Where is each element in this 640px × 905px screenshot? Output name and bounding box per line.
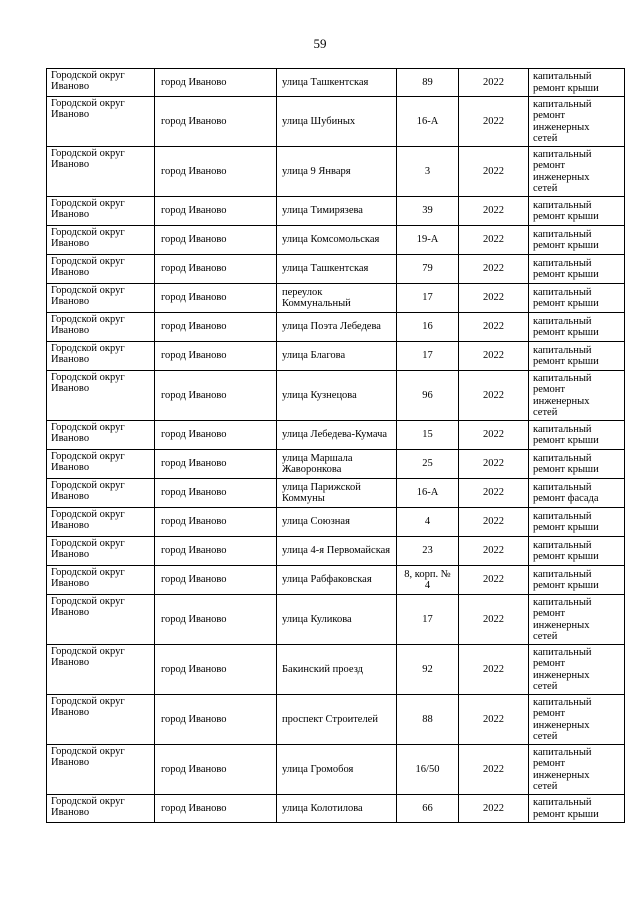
table-row — [47, 450, 625, 479]
street-cell: улица 4-я Первомайская — [277, 537, 397, 566]
work-type-line: ремонт крыши — [533, 211, 599, 222]
district-cell: Городской округ Иваново — [47, 508, 155, 537]
street-cell: переулок Коммунальный — [277, 284, 397, 313]
city-cell: город Иваново — [155, 255, 277, 284]
table-row — [47, 226, 625, 255]
work-type-line: ремонт — [533, 160, 566, 172]
district-cell: Городской округ Иваново — [47, 595, 155, 645]
street-cell: Бакинский проезд — [277, 645, 397, 695]
work-type-line: капитальный — [533, 539, 592, 551]
work-type-line: капитальный — [533, 452, 592, 464]
district-cell: Городской округ Иваново — [47, 147, 155, 197]
work-type-line: капитальный — [533, 423, 592, 435]
work-type-line: капитальный — [533, 315, 592, 327]
work-type-cell — [529, 421, 625, 450]
work-type-line: капитальный — [533, 481, 592, 493]
work-type-cell — [529, 479, 625, 508]
work-type-line: капитальный — [533, 797, 592, 809]
year-cell: 2022 — [459, 537, 529, 566]
work-type-cell — [529, 508, 625, 537]
district-cell: Городской округ Иваново — [47, 226, 155, 255]
table-row — [47, 313, 625, 342]
house-number-cell: 17 — [397, 595, 459, 645]
street-cell: улица Поэта Лебедева — [277, 313, 397, 342]
work-type-line: ремонт крыши — [533, 464, 599, 475]
work-type-line: инженерных — [533, 121, 590, 133]
work-type-cell — [529, 795, 625, 823]
table-row — [47, 197, 625, 226]
year-cell: 2022 — [459, 284, 529, 313]
city-cell: город Иваново — [155, 313, 277, 342]
work-type-cell — [529, 69, 625, 97]
work-type-line: ремонт крыши — [533, 522, 599, 533]
street-cell: улица Шубиных — [277, 97, 397, 147]
work-type-line: сетей — [533, 406, 558, 418]
year-cell: 2022 — [459, 566, 529, 595]
work-type-line: капитальный — [533, 372, 592, 384]
work-type-line: сетей — [533, 182, 558, 194]
street-cell: улица Благова — [277, 342, 397, 371]
house-number-cell: 96 — [397, 371, 459, 421]
work-type-line: капитальный — [533, 696, 592, 708]
district-cell: Городской округ Иваново — [47, 313, 155, 342]
work-type-line: ремонт — [533, 384, 566, 396]
street-cell: улица Колотилова — [277, 795, 397, 823]
street-cell: улица Парижской Коммуны — [277, 479, 397, 508]
district-cell: Городской округ Иваново — [47, 537, 155, 566]
street-cell: улица 9 Января — [277, 147, 397, 197]
city-cell: город Иваново — [155, 508, 277, 537]
year-cell: 2022 — [459, 342, 529, 371]
district-cell: Городской округ Иваново — [47, 479, 155, 508]
district-cell: Городской округ Иваново — [47, 795, 155, 823]
house-number-cell: 92 — [397, 645, 459, 695]
table-row — [47, 147, 625, 197]
year-cell: 2022 — [459, 313, 529, 342]
table-row — [47, 479, 625, 508]
city-cell: город Иваново — [155, 450, 277, 479]
work-type-line: инженерных — [533, 719, 590, 731]
work-type-line: капитальный — [533, 510, 592, 522]
city-cell: город Иваново — [155, 421, 277, 450]
house-number-cell: 15 — [397, 421, 459, 450]
district-cell: Городской округ Иваново — [47, 69, 155, 97]
work-type-line: ремонт крыши — [533, 580, 599, 591]
work-type-cell — [529, 226, 625, 255]
work-type-cell — [529, 97, 625, 147]
district-cell: Городской округ Иваново — [47, 450, 155, 479]
table-row — [47, 537, 625, 566]
work-type-line: капитальный — [533, 746, 592, 758]
work-type-line: ремонт крыши — [533, 82, 599, 94]
house-number-cell: 8, корп. № 4 — [397, 566, 459, 595]
work-type-line: ремонт — [533, 608, 566, 620]
district-cell: Городской округ Иваново — [47, 255, 155, 284]
table-row — [47, 695, 625, 745]
work-type-line: капитальный — [533, 257, 592, 269]
district-cell: Городской округ Иваново — [47, 421, 155, 450]
city-cell: город Иваново — [155, 695, 277, 745]
work-type-line: сетей — [533, 780, 558, 792]
work-type-line: инженерных — [533, 171, 590, 183]
city-cell: город Иваново — [155, 97, 277, 147]
work-type-line: капитальный — [533, 596, 592, 608]
district-cell: Городской округ Иваново — [47, 342, 155, 371]
year-cell: 2022 — [459, 595, 529, 645]
house-number-cell: 88 — [397, 695, 459, 745]
work-type-cell — [529, 645, 625, 695]
street-cell: улица Тимирязева — [277, 197, 397, 226]
city-cell: город Иваново — [155, 69, 277, 97]
work-type-line: капитальный — [533, 286, 592, 298]
year-cell: 2022 — [459, 795, 529, 823]
district-cell: Городской округ Иваново — [47, 566, 155, 595]
city-cell: город Иваново — [155, 284, 277, 313]
work-type-line: сетей — [533, 132, 558, 144]
year-cell: 2022 — [459, 147, 529, 197]
work-type-cell — [529, 745, 625, 795]
street-cell: проспект Строителей — [277, 695, 397, 745]
work-type-line: капитальный — [533, 71, 592, 83]
work-type-cell — [529, 450, 625, 479]
house-number-cell: 19-А — [397, 226, 459, 255]
year-cell: 2022 — [459, 695, 529, 745]
house-number-cell: 66 — [397, 795, 459, 823]
year-cell: 2022 — [459, 421, 529, 450]
street-cell: улица Громобоя — [277, 745, 397, 795]
street-cell: улица Маршала Жаворонкова — [277, 450, 397, 479]
work-type-cell — [529, 595, 625, 645]
work-type-cell — [529, 197, 625, 226]
city-cell: город Иваново — [155, 226, 277, 255]
street-cell: улица Комсомольская — [277, 226, 397, 255]
house-number-cell: 17 — [397, 284, 459, 313]
work-type-line: сетей — [533, 680, 558, 692]
work-type-line: ремонт крыши — [533, 808, 599, 820]
table-row — [47, 371, 625, 421]
city-cell: город Иваново — [155, 645, 277, 695]
year-cell: 2022 — [459, 255, 529, 284]
year-cell: 2022 — [459, 745, 529, 795]
year-cell: 2022 — [459, 371, 529, 421]
year-cell: 2022 — [459, 645, 529, 695]
work-type-line: ремонт крыши — [533, 327, 599, 338]
house-number-cell: 23 — [397, 537, 459, 566]
table-row — [47, 69, 625, 97]
city-cell: город Иваново — [155, 745, 277, 795]
house-number-cell: 16-А — [397, 97, 459, 147]
table-row — [47, 795, 625, 823]
table-row — [47, 284, 625, 313]
house-number-cell: 3 — [397, 147, 459, 197]
work-type-line: ремонт крыши — [533, 240, 599, 251]
work-type-line: ремонт крыши — [533, 298, 599, 309]
year-cell: 2022 — [459, 69, 529, 97]
work-type-cell — [529, 537, 625, 566]
table-row — [47, 645, 625, 695]
house-number-cell: 16-А — [397, 479, 459, 508]
work-type-line: ремонт крыши — [533, 435, 599, 446]
repair-schedule-table — [46, 68, 625, 823]
district-cell: Городской округ Иваново — [47, 695, 155, 745]
city-cell: город Иваново — [155, 371, 277, 421]
table-row — [47, 255, 625, 284]
table-row — [47, 342, 625, 371]
work-type-line: капитальный — [533, 98, 592, 110]
work-type-line: инженерных — [533, 669, 590, 681]
year-cell: 2022 — [459, 226, 529, 255]
work-type-line: инженерных — [533, 619, 590, 631]
street-cell: улица Лебедева-Кумача — [277, 421, 397, 450]
district-cell: Городской округ Иваново — [47, 645, 155, 695]
work-type-line: ремонт крыши — [533, 551, 599, 562]
city-cell: город Иваново — [155, 566, 277, 595]
year-cell: 2022 — [459, 197, 529, 226]
district-cell: Городской округ Иваново — [47, 97, 155, 147]
district-cell: Городской округ Иваново — [47, 371, 155, 421]
city-cell: город Иваново — [155, 197, 277, 226]
table-row — [47, 566, 625, 595]
house-number-cell: 39 — [397, 197, 459, 226]
house-number-cell: 25 — [397, 450, 459, 479]
year-cell: 2022 — [459, 508, 529, 537]
work-type-line: капитальный — [533, 199, 592, 211]
table-row — [47, 745, 625, 795]
work-type-line: ремонт — [533, 708, 566, 720]
work-type-cell — [529, 284, 625, 313]
year-cell: 2022 — [459, 97, 529, 147]
district-cell: Городской округ Иваново — [47, 745, 155, 795]
street-cell: улица Ташкентская — [277, 255, 397, 284]
city-cell: город Иваново — [155, 795, 277, 823]
city-cell: город Иваново — [155, 147, 277, 197]
work-type-line: ремонт крыши — [533, 356, 599, 367]
house-number-cell: 17 — [397, 342, 459, 371]
table-row — [47, 508, 625, 537]
work-type-cell — [529, 313, 625, 342]
work-type-line: капитальный — [533, 148, 592, 160]
table-row — [47, 595, 625, 645]
work-type-line: инженерных — [533, 395, 590, 407]
year-cell: 2022 — [459, 450, 529, 479]
street-cell: улица Ташкентская — [277, 69, 397, 97]
table-body — [47, 69, 625, 823]
work-type-cell — [529, 695, 625, 745]
work-type-line: капитальный — [533, 646, 592, 658]
work-type-cell — [529, 371, 625, 421]
street-cell: улица Рабфаковская — [277, 566, 397, 595]
city-cell: город Иваново — [155, 595, 277, 645]
work-type-cell — [529, 255, 625, 284]
year-cell: 2022 — [459, 479, 529, 508]
work-type-line: ремонт — [533, 758, 566, 770]
district-cell: Городской округ Иваново — [47, 284, 155, 313]
work-type-line: инженерных — [533, 769, 590, 781]
house-number-cell: 16 — [397, 313, 459, 342]
work-type-line: ремонт — [533, 658, 566, 670]
house-number-cell: 79 — [397, 255, 459, 284]
work-type-cell — [529, 147, 625, 197]
page-number: 59 — [313, 36, 327, 51]
table-row — [47, 97, 625, 147]
house-number-cell: 89 — [397, 69, 459, 97]
work-type-line: ремонт — [533, 110, 566, 122]
city-cell: город Иваново — [155, 342, 277, 371]
city-cell: город Иваново — [155, 537, 277, 566]
street-cell: улица Кузнецова — [277, 371, 397, 421]
work-type-line: ремонт крыши — [533, 269, 599, 280]
work-type-line: капитальный — [533, 228, 592, 240]
work-type-line: капитальный — [533, 568, 592, 580]
house-number-cell: 16/50 — [397, 745, 459, 795]
work-type-cell — [529, 566, 625, 595]
work-type-line: капитальный — [533, 344, 592, 356]
city-cell: город Иваново — [155, 479, 277, 508]
house-number-cell: 4 — [397, 508, 459, 537]
table-row — [47, 421, 625, 450]
street-cell: улица Куликова — [277, 595, 397, 645]
work-type-cell — [529, 342, 625, 371]
work-type-line: ремонт фасада — [533, 493, 599, 504]
district-cell: Городской округ Иваново — [47, 197, 155, 226]
work-type-line: сетей — [533, 730, 558, 742]
street-cell: улица Союзная — [277, 508, 397, 537]
work-type-line: сетей — [533, 630, 558, 642]
